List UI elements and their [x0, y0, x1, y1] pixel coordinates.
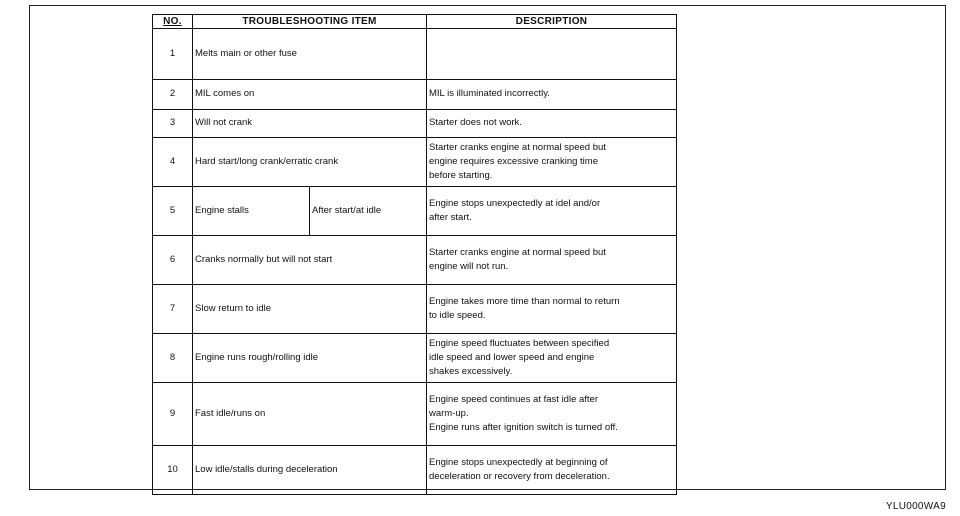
- row-number: 9: [153, 383, 193, 446]
- table-row: [153, 80, 677, 110]
- table-row: [153, 110, 677, 138]
- description-line: Starter cranks engine at normal speed but: [429, 141, 606, 153]
- troubleshooting-item: Melts main or other fuse: [193, 29, 427, 80]
- troubleshooting-item: Hard start/long crank/erratic crank: [193, 138, 427, 187]
- table-row: [153, 334, 677, 383]
- row-number: 7: [153, 285, 193, 334]
- description-line: engine requires excessive cranking time: [429, 155, 598, 167]
- description-line: Engine runs after ignition switch is turned off.: [429, 422, 618, 434]
- description-cell: [427, 138, 677, 187]
- description-line: engine will not run.: [429, 261, 509, 272]
- description-line: warm-up.: [429, 407, 469, 419]
- header-no: NO.: [153, 15, 193, 29]
- description-cell: [427, 334, 677, 383]
- table-row: [153, 383, 677, 446]
- description-line: deceleration or recovery from deceleration.: [429, 471, 610, 482]
- troubleshooting-table: [152, 14, 677, 495]
- troubleshooting-item: Low idle/stalls during deceleration: [193, 446, 427, 495]
- row-number: 8: [153, 334, 193, 383]
- description-cell: [427, 383, 677, 446]
- troubleshooting-item: Cranks normally but will not start: [193, 236, 427, 285]
- description-line: shakes excessively.: [429, 366, 513, 378]
- row-number: 4: [153, 138, 193, 187]
- row-number: 2: [153, 80, 193, 110]
- table-row: [153, 138, 677, 187]
- description-cell: [427, 80, 677, 110]
- table-row: [153, 187, 677, 236]
- description-line: to idle speed.: [429, 310, 486, 321]
- row-number: 1: [153, 29, 193, 80]
- description-line: Engine stops unexpectedly at beginning of: [429, 456, 608, 468]
- description-line: after start.: [429, 212, 472, 223]
- row-number: 5: [153, 187, 193, 236]
- description-line: Starter does not work.: [429, 117, 522, 129]
- description-cell: [427, 110, 677, 138]
- table-row: [153, 29, 677, 80]
- description-cell: [427, 446, 677, 495]
- description-cell: [427, 187, 677, 236]
- troubleshooting-subitem: After start/at idle: [310, 187, 427, 236]
- description-line: Engine stops unexpectedly at idel and/or: [429, 197, 601, 209]
- troubleshooting-item: MIL comes on: [193, 80, 427, 110]
- description-line: Starter cranks engine at normal speed but: [429, 246, 606, 258]
- header-description: DESCRIPTION: [427, 15, 677, 29]
- description-cell: [427, 285, 677, 334]
- description-cell: [427, 29, 677, 80]
- troubleshooting-item: Engine runs rough/rolling idle: [193, 334, 427, 383]
- header-troubleshooting-item: TROUBLESHOOTING ITEM: [193, 15, 427, 29]
- description-line: MIL is illuminated incorrectly.: [429, 88, 550, 100]
- table-header-row: [153, 15, 677, 29]
- description-line: Engine takes more time than normal to return: [429, 295, 620, 307]
- description-line: idle speed and lower speed and engine: [429, 351, 595, 363]
- figure-code: YLU000WA9: [885, 501, 946, 512]
- troubleshooting-item: Slow return to idle: [193, 285, 427, 334]
- troubleshooting-item: Engine stalls: [193, 187, 310, 236]
- description-line: before starting.: [429, 170, 493, 182]
- row-number: 10: [153, 446, 193, 495]
- description-cell: [427, 236, 677, 285]
- row-number: 3: [153, 110, 193, 138]
- row-number: 6: [153, 236, 193, 285]
- troubleshooting-item: Will not crank: [193, 110, 427, 138]
- table-row: [153, 236, 677, 285]
- description-line: Engine speed fluctuates between specified: [429, 337, 610, 349]
- table-row: [153, 285, 677, 334]
- description-line: Engine speed continues at fast idle after: [429, 393, 599, 405]
- troubleshooting-item: Fast idle/runs on: [193, 383, 427, 446]
- table-row: [153, 446, 677, 495]
